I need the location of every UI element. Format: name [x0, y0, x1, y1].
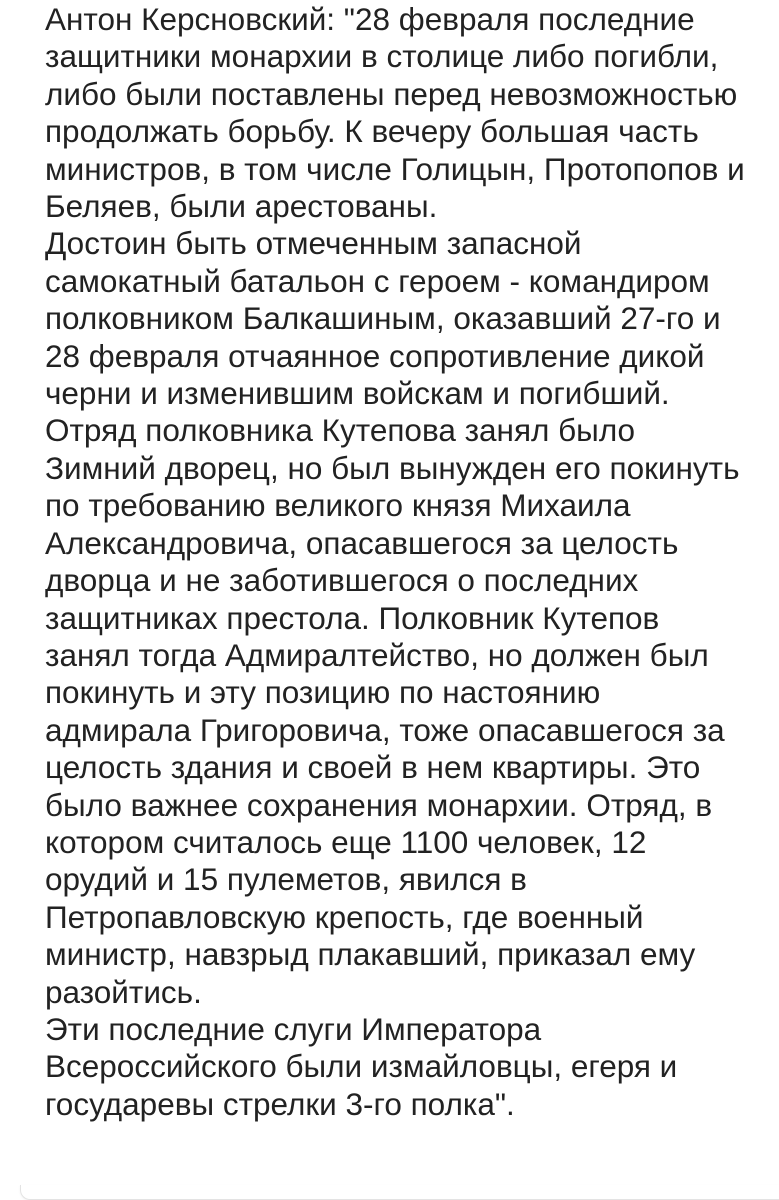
text-line: покинуть и эту позицию по настоянию	[45, 674, 601, 711]
text-line: целость здания и своей в нем квартиры. Это	[45, 749, 701, 786]
text-line: государевы стрелки 3-го полка".	[45, 1085, 515, 1122]
text-line: Отряд полковника Кутепова занял было	[45, 412, 636, 449]
text-line: защитники монархии в столице либо погибли,	[45, 38, 719, 75]
text-line: разойтись.	[45, 973, 202, 1010]
text-line: котором считалось еще 1100 человек, 12	[45, 823, 647, 860]
text-line: защитниках престола. Полковник Кутепов	[45, 599, 660, 636]
text-line: либо были поставлены перед невозможностью	[45, 75, 738, 112]
text-line: Всероссийского были измайловцы, егеря и	[45, 1048, 678, 1085]
text-line: 28 февраля отчаянное сопротивление дикой	[45, 337, 705, 374]
text-line: орудий и 15 пулеметов, явился в	[45, 861, 527, 898]
text-line: самокатный батальон с героем - командиром	[45, 262, 710, 299]
text-line: по требованию великого князя Михаила	[45, 487, 631, 524]
text-line: черни и изменившим войскам и погибший.	[45, 375, 670, 412]
text-line: министр, навзрыд плакавший, приказал ему	[45, 936, 696, 973]
text-line: Петропавловскую крепость, где военный	[45, 898, 644, 935]
text-line: Достоин быть отмеченным запасной	[45, 225, 582, 262]
text-line: было важнее сохранения монархии. Отряд, в	[45, 786, 713, 823]
text-line: адмирала Григоровича, тоже опасавшегося за	[45, 711, 725, 748]
text-line: полковником Балкашиным, оказавший 27-го и	[45, 300, 721, 337]
text-line: Эти последние слуги Императора	[45, 1010, 542, 1047]
text-line: дворца и не заботившегося о последних	[45, 562, 639, 599]
text-line: министров, в том числе Голицын, Протопопов и	[45, 150, 745, 187]
text-line: Александровича, опасавшегося за целость	[45, 524, 679, 561]
text-line: Зимний дворец, но был вынужден его покинуть	[45, 449, 740, 486]
text-line: занял тогда Адмиралтейство, но должен был	[45, 636, 709, 673]
text-line: продолжать борьбу. К вечеру большая часть	[45, 113, 699, 150]
quote-text	[45, 1, 775, 1123]
text-line: Антон Керсновский: "28 февраля последние	[45, 1, 695, 37]
text-line: Беляев, были арестованы.	[45, 188, 438, 225]
card-bottom-border	[20, 1185, 779, 1200]
